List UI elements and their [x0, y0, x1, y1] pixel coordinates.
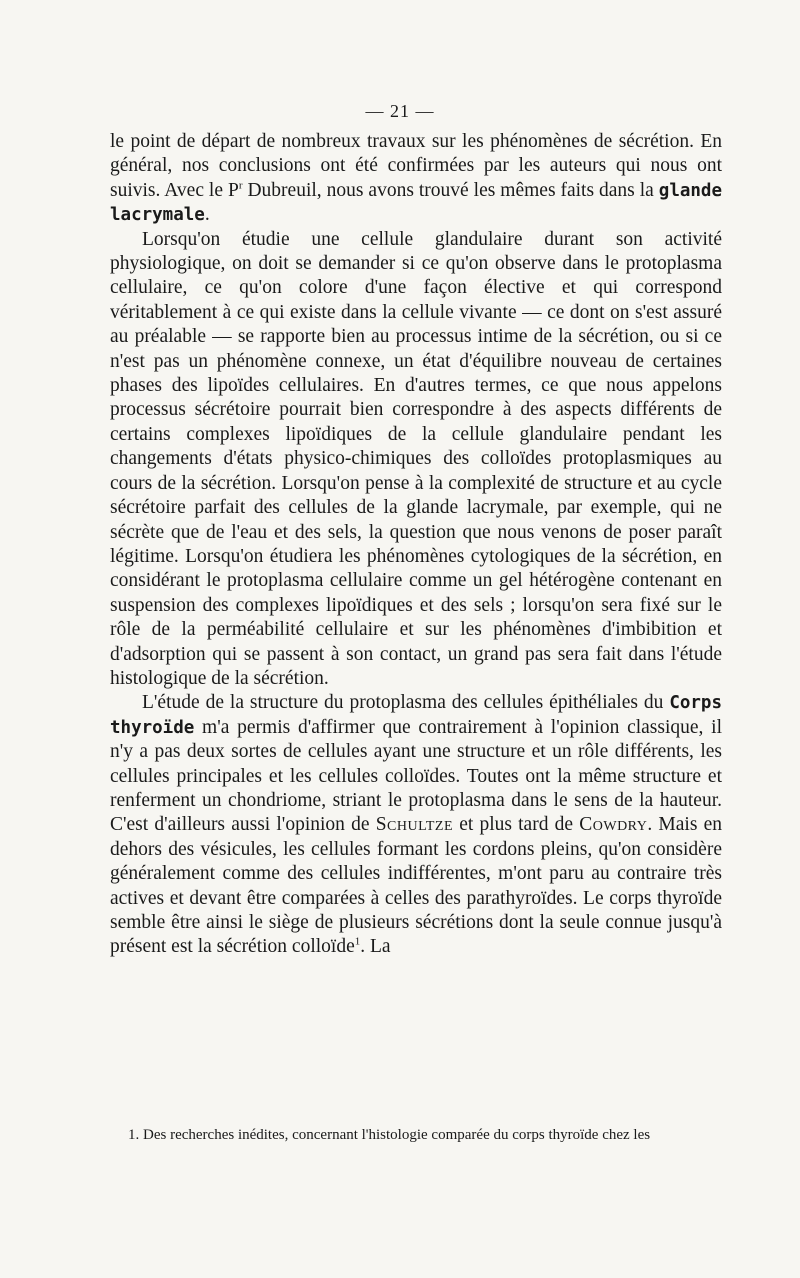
paragraph-3-end: . La	[360, 936, 391, 958]
author-name: Cowdry	[579, 814, 648, 836]
footnote: 1. Des recherches inédites, concernant l'histologie comparée du corps thyroïde chez les	[128, 1127, 651, 1143]
paragraph-1-text: le point de départ de nombreux travaux sur les phénomènes de sécrétion. En général, nos conclusions ont été confirmées par les auteurs qui nous ont suivis. Avec le P	[110, 131, 722, 201]
bold-term: glande lacrymale	[110, 180, 722, 226]
superscript: r	[238, 179, 243, 192]
page-number: — 21 —	[365, 101, 435, 121]
footnote-ref: 1	[354, 935, 361, 948]
body-text	[110, 130, 722, 960]
paragraph-1-text-cont: Dubreuil, nous avons trouvé les mêmes faits dans la	[242, 179, 659, 201]
paragraph-3-text: L'étude de la structure du protoplasma des cellules épithéliales du	[142, 692, 670, 714]
paragraph-1	[110, 130, 722, 228]
paragraph-3-text-cont: m'a permis d'affirmer que contrairement à l'opinion classique, il n'y a pas deux sortes de cellules ayant une structure et un rôle différents, les cellules principales et les cellules colloïdes. Toutes ont la même structure et renferment un chondriome, striant le protoplasma dans le sens de la hauteur. C'est d'ailleurs aussi l'opinion de	[110, 716, 722, 836]
paragraph-3	[110, 691, 722, 959]
paragraph-2: Lorsqu'on étudie une cellule glandulaire durant son activité physiologique, on doit se demander si ce qu'on observe dans le protoplasma cellulaire, ce qu'on colore d'une façon élective et qui correspond véritablement à ce qui existe dans la cellule vivante — ce dont on s'est assuré au préalable — se rapporte bien au processus intime de la sécrétion, ou si ce n'est pas un phénomène connexe, un état d'équilibre nouveau de certaines phases des lipoïdes cellulaires. En d'autres termes, ce que nous appelons processus sécrétoire pourrait bien correspondre à des aspects différents de certains complexes lipoïdiques de la cellule glandulaire pendant les changements d'états physico-chimiques des colloïdes protoplasmiques au cours de la sécrétion. Lorsqu'on pense à la complexité de structure et au cycle sécrétoire parfait des cellules de la glande lacrymale, par exemple, qui ne sécrète que de l'eau et des sels, la question que nous venons de poser paraît légitime. Lorsqu'on étudiera les phénomènes cytologiques de la sécrétion, en considérant le protoplasma cellulaire comme un gel hétérogène contenant en suspension des complexes lipoïdiques et des sels ; lorsqu'on sera fixé sur le rôle de la perméabilité cellulaire et sur les phénomènes d'imbibition et d'adsorption qui se passent à son contact, un grand pas sera fait dans l'étude histologique de la sécrétion.	[110, 228, 722, 689]
bold-term: Corps thyroïde	[110, 693, 722, 738]
author-name: Schultze	[375, 814, 454, 836]
paragraph-3-text-cont: et plus tard de	[453, 814, 580, 836]
paragraph-3-text-cont: . Mais en dehors des vésicules, les cellules formant les cordons pleins, qu'on considère généralement comme des cellules indifférentes, m'ont paru au contraire très actives et devant être comparées à celles des parathyroïdes. Le corps thyroïde semble être ainsi le siège de plusieurs sécrétions dont la seule connue jusqu'à présent est la sécrétion colloïde	[110, 814, 723, 958]
paragraph-1-end: .	[204, 204, 210, 226]
